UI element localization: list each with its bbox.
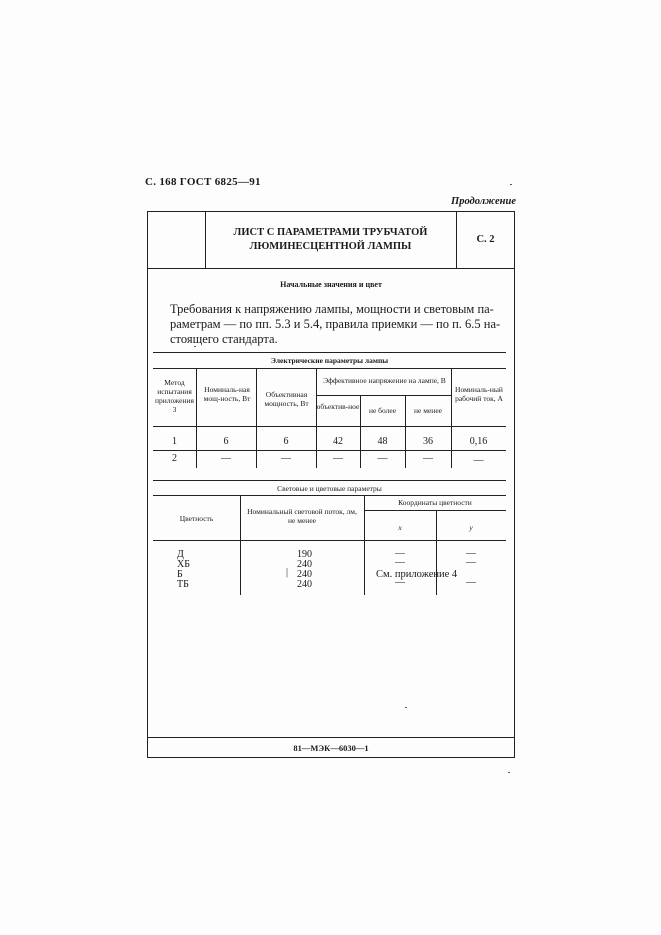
scan-speck: [405, 707, 407, 708]
color-value: ХБ: [177, 559, 190, 570]
coord-y: —: [466, 548, 476, 559]
table-cell: 48: [377, 436, 388, 447]
sheet-header-left-cell: [147, 211, 206, 269]
header-x: x: [398, 523, 402, 532]
coord-x: —: [395, 557, 405, 568]
sheet-footer: 81—МЭК—6030—1: [147, 737, 515, 758]
table-cell: —: [281, 453, 291, 464]
intro-paragraph: [170, 302, 507, 347]
table-cell: 42: [333, 436, 343, 447]
header-flux: Номинальный световой поток, лм, не менее: [247, 507, 357, 525]
margin-mark: |: [286, 567, 289, 578]
table-rule: [153, 495, 506, 496]
coord-x: —: [395, 548, 405, 559]
table-cell: —: [473, 455, 484, 466]
table-rule: [364, 510, 506, 511]
header-coords: Координаты цветности: [398, 498, 472, 507]
light-caption: Световые и цветовые параметры: [277, 484, 382, 493]
table-rule: [153, 480, 506, 481]
sheet-page-label: С. 2: [456, 211, 515, 269]
coord-y: —: [466, 557, 476, 568]
color-value: Б: [177, 569, 183, 580]
header-objective: объектив-ное: [316, 402, 360, 411]
flux-value: 240: [297, 559, 312, 570]
scan-speck: [510, 184, 512, 185]
electrical-caption: Электрические параметры лампы: [270, 356, 389, 365]
intro-line: стоящего стандарта.: [170, 332, 278, 346]
flux-list: [290, 550, 312, 590]
table-rule: [153, 540, 506, 541]
table-rule: [240, 495, 241, 595]
header-effective-voltage: Эффективное напряжение на лампе, В: [323, 376, 446, 385]
color-list: [177, 550, 190, 590]
appendix-reference: См. приложение 4: [376, 569, 458, 580]
table-cell: —: [423, 453, 433, 464]
flux-value: 240: [297, 569, 312, 580]
header-min: не менее: [414, 406, 442, 415]
header-method: Метод испытания приложения 3: [155, 378, 194, 414]
header-max: не более: [368, 406, 397, 415]
table-rule: [153, 450, 506, 451]
table-cell: 36: [423, 436, 433, 447]
sheet-title: ЛИСТ С ПАРАМЕТРАМИ ТРУБЧАТОЙ ЛЮМИНЕСЦЕНТНОЙ ЛАМПЫ: [205, 211, 457, 269]
color-value: ТБ: [177, 579, 189, 590]
table-cell: 1: [172, 436, 177, 447]
table-cell: —: [333, 453, 343, 464]
table-cell: —: [377, 453, 388, 464]
header-objective-power: Объективная мощность, Вт: [264, 390, 309, 408]
intro-line: Требования к напряжению лампы, мощности и световым па-: [170, 302, 494, 316]
coord-y: —: [466, 577, 476, 588]
header-color: Цветность: [179, 514, 214, 523]
table-cell: 2: [172, 453, 177, 464]
scan-speck: [508, 772, 510, 773]
flux-value: 240: [297, 579, 312, 590]
table-rule: [153, 368, 506, 369]
page-header: С. 168 ГОСТ 6825—91: [145, 176, 261, 188]
header-nominal-power: Номиналь-ная мощ-ность, Вт: [203, 385, 251, 403]
scan-speck: [194, 346, 196, 347]
section-title: Начальные значения и цвет: [280, 280, 382, 289]
table-rule: [153, 426, 506, 427]
table-rule: [153, 352, 506, 353]
table-rule: [316, 395, 451, 396]
table-rule: [451, 368, 452, 468]
flux-value: 190: [297, 549, 312, 560]
coord-x: —: [395, 577, 405, 588]
table-cell: 0,16: [469, 436, 488, 447]
header-current: Номиналь-ный рабочий ток, А: [455, 385, 503, 403]
color-value: Д: [177, 549, 184, 560]
intro-line: раметрам — по пп. 5.3 и 5.4, правила приемки — по п. 6.5 на-: [170, 317, 501, 331]
table-cell: 6: [223, 436, 229, 447]
header-y: y: [469, 523, 473, 532]
continued-label: Продолжение: [451, 196, 516, 207]
table-cell: 6: [283, 436, 289, 447]
table-cell: —: [221, 453, 231, 464]
